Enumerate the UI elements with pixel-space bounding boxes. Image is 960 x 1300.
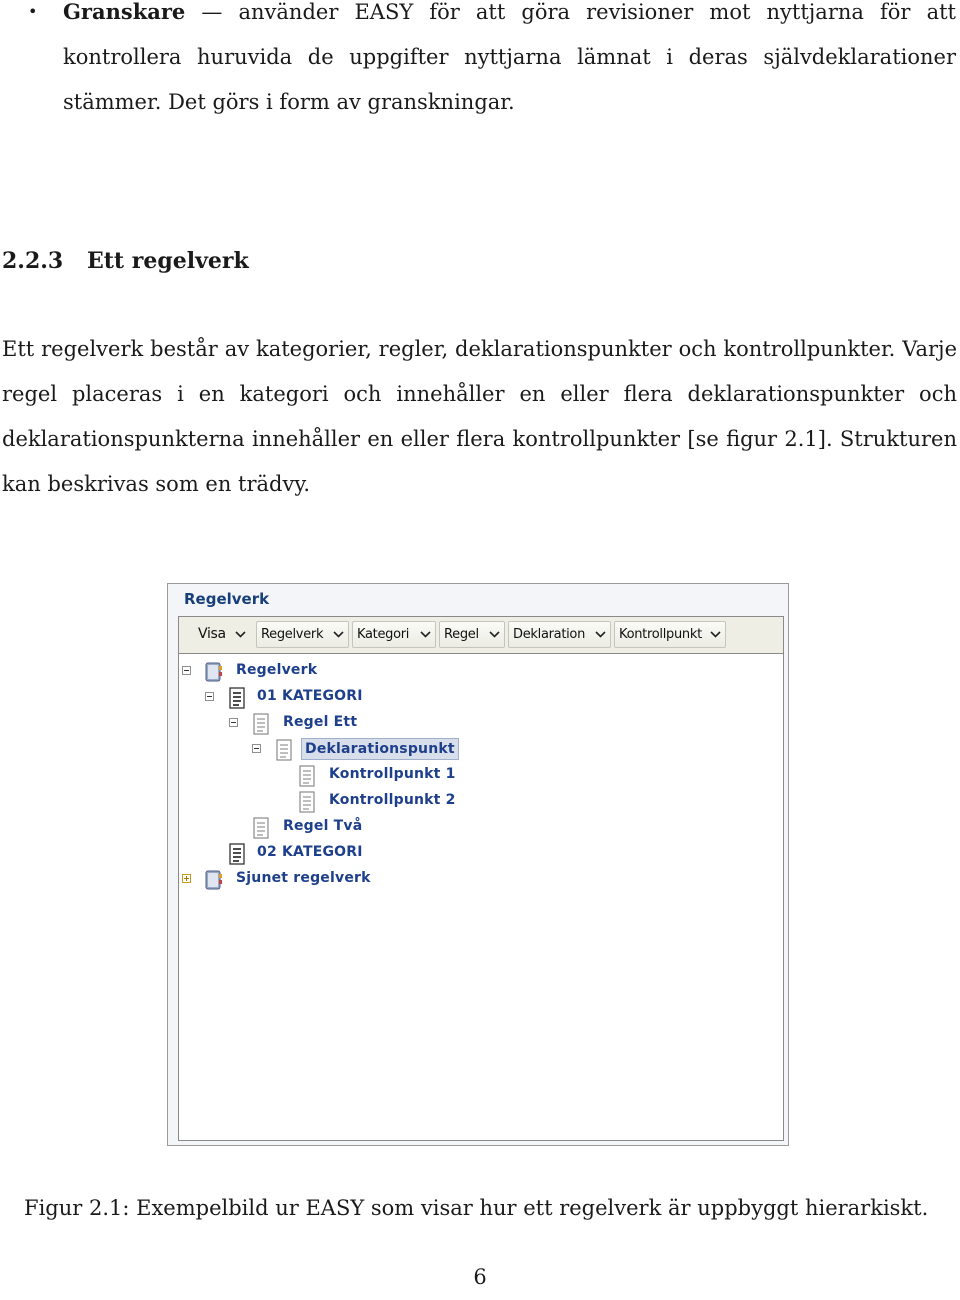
kontrollpunkt-menu-button[interactable] xyxy=(614,621,726,648)
section-number: 2.2.3 xyxy=(2,248,64,274)
tree-node-regel-ett[interactable] xyxy=(179,711,779,735)
book-icon xyxy=(203,869,223,891)
tree-node-label: Kontrollpunkt 2 xyxy=(329,792,456,808)
checkpoint-document-icon xyxy=(297,791,317,813)
tree-node-sjunet-regelverk[interactable] xyxy=(179,867,779,891)
tree-node-label: Sjunet regelverk xyxy=(236,870,371,886)
chevron-down-icon xyxy=(420,631,431,638)
tree-node-01-kategori[interactable] xyxy=(179,685,779,709)
tree-node-label-selected: Deklarationspunkt xyxy=(301,738,459,760)
tree-node-regelverk[interactable] xyxy=(179,659,779,683)
tree-node-deklarationspunkt[interactable] xyxy=(179,737,779,761)
regel-label: Regel xyxy=(444,627,479,642)
kontrollpunkt-label: Kontrollpunkt xyxy=(619,627,702,642)
tree-node-regel-tva[interactable] xyxy=(179,815,779,839)
tree-node-label: Kontrollpunkt 1 xyxy=(329,766,456,782)
chevron-down-icon xyxy=(489,631,500,638)
tree-node-kontrollpunkt-1[interactable] xyxy=(179,763,779,787)
section-heading xyxy=(2,239,249,284)
collapse-icon[interactable] xyxy=(252,744,261,753)
tree-node-kontrollpunkt-2[interactable] xyxy=(179,789,779,813)
page-number: 6 xyxy=(473,1265,487,1289)
tree-node-label: Regelverk xyxy=(236,662,318,678)
chevron-down-icon xyxy=(333,631,344,638)
deklaration-label: Deklaration xyxy=(513,627,586,642)
tree-node-label: 02 KATEGORI xyxy=(257,844,363,860)
tree-node-label: Regel Ett xyxy=(283,714,358,730)
chevron-down-icon xyxy=(710,631,721,638)
bullet-term: Granskare xyxy=(63,0,186,24)
kategori-menu-button[interactable] xyxy=(352,621,436,648)
chevron-down-icon xyxy=(595,631,606,638)
figure-screenshot xyxy=(167,583,789,1146)
toolbar xyxy=(179,617,783,654)
collapse-icon[interactable] xyxy=(182,666,191,675)
section-title: Ett regelverk xyxy=(87,248,249,274)
expand-icon[interactable] xyxy=(182,874,191,883)
chevron-down-icon xyxy=(235,631,246,638)
bullet-dash: — xyxy=(201,0,223,24)
visa-menu-button[interactable] xyxy=(193,621,251,648)
bullet-marker: • xyxy=(28,2,38,21)
deklaration-menu-button[interactable] xyxy=(508,621,611,648)
kategori-label: Kategori xyxy=(357,627,410,642)
bullet-paragraph xyxy=(63,0,956,125)
collapse-icon[interactable] xyxy=(229,718,238,727)
tree-node-02-kategori[interactable] xyxy=(179,841,779,865)
panel-title: Regelverk xyxy=(184,590,270,608)
body-paragraph: Ett regelverk består av kategorier, regler, deklarationspunkter och kontrollpunkter. Varje regel placeras i en kategori och innehåller en eller flera deklarationspunkter och deklarationspunkterna innehåller en eller flera kontrollpunkter [se figur 2.1]. Strukturen kan beskrivas som en trädvy. xyxy=(2,337,957,496)
book-icon xyxy=(203,661,223,683)
category-document-icon xyxy=(227,687,247,709)
rule-document-icon xyxy=(251,713,271,735)
figure-caption: Figur 2.1: Exempelbild ur EASY som visar hur ett regelverk är uppbyggt hierarkiskt. xyxy=(24,1196,929,1220)
bullet-text: använder EASY för att göra revisioner mot nyttjarna för att kontrollera huruvida de uppgifter nyttjarna lämnat i deras självdeklarationer stämmer. Det görs i form av granskningar. xyxy=(63,0,956,114)
regelverk-menu-button[interactable] xyxy=(256,621,349,648)
tree-node-label: Regel Två xyxy=(283,818,363,834)
tree-node-label: 01 KATEGORI xyxy=(257,688,363,704)
declaration-document-icon xyxy=(274,739,294,761)
collapse-icon[interactable] xyxy=(205,692,214,701)
visa-label: Visa xyxy=(198,626,226,642)
rule-document-icon xyxy=(251,817,271,839)
tree-panel xyxy=(178,616,784,1141)
category-document-icon xyxy=(227,843,247,865)
regelverk-label: Regelverk xyxy=(261,627,324,642)
checkpoint-document-icon xyxy=(297,765,317,787)
regel-menu-button[interactable] xyxy=(439,621,505,648)
